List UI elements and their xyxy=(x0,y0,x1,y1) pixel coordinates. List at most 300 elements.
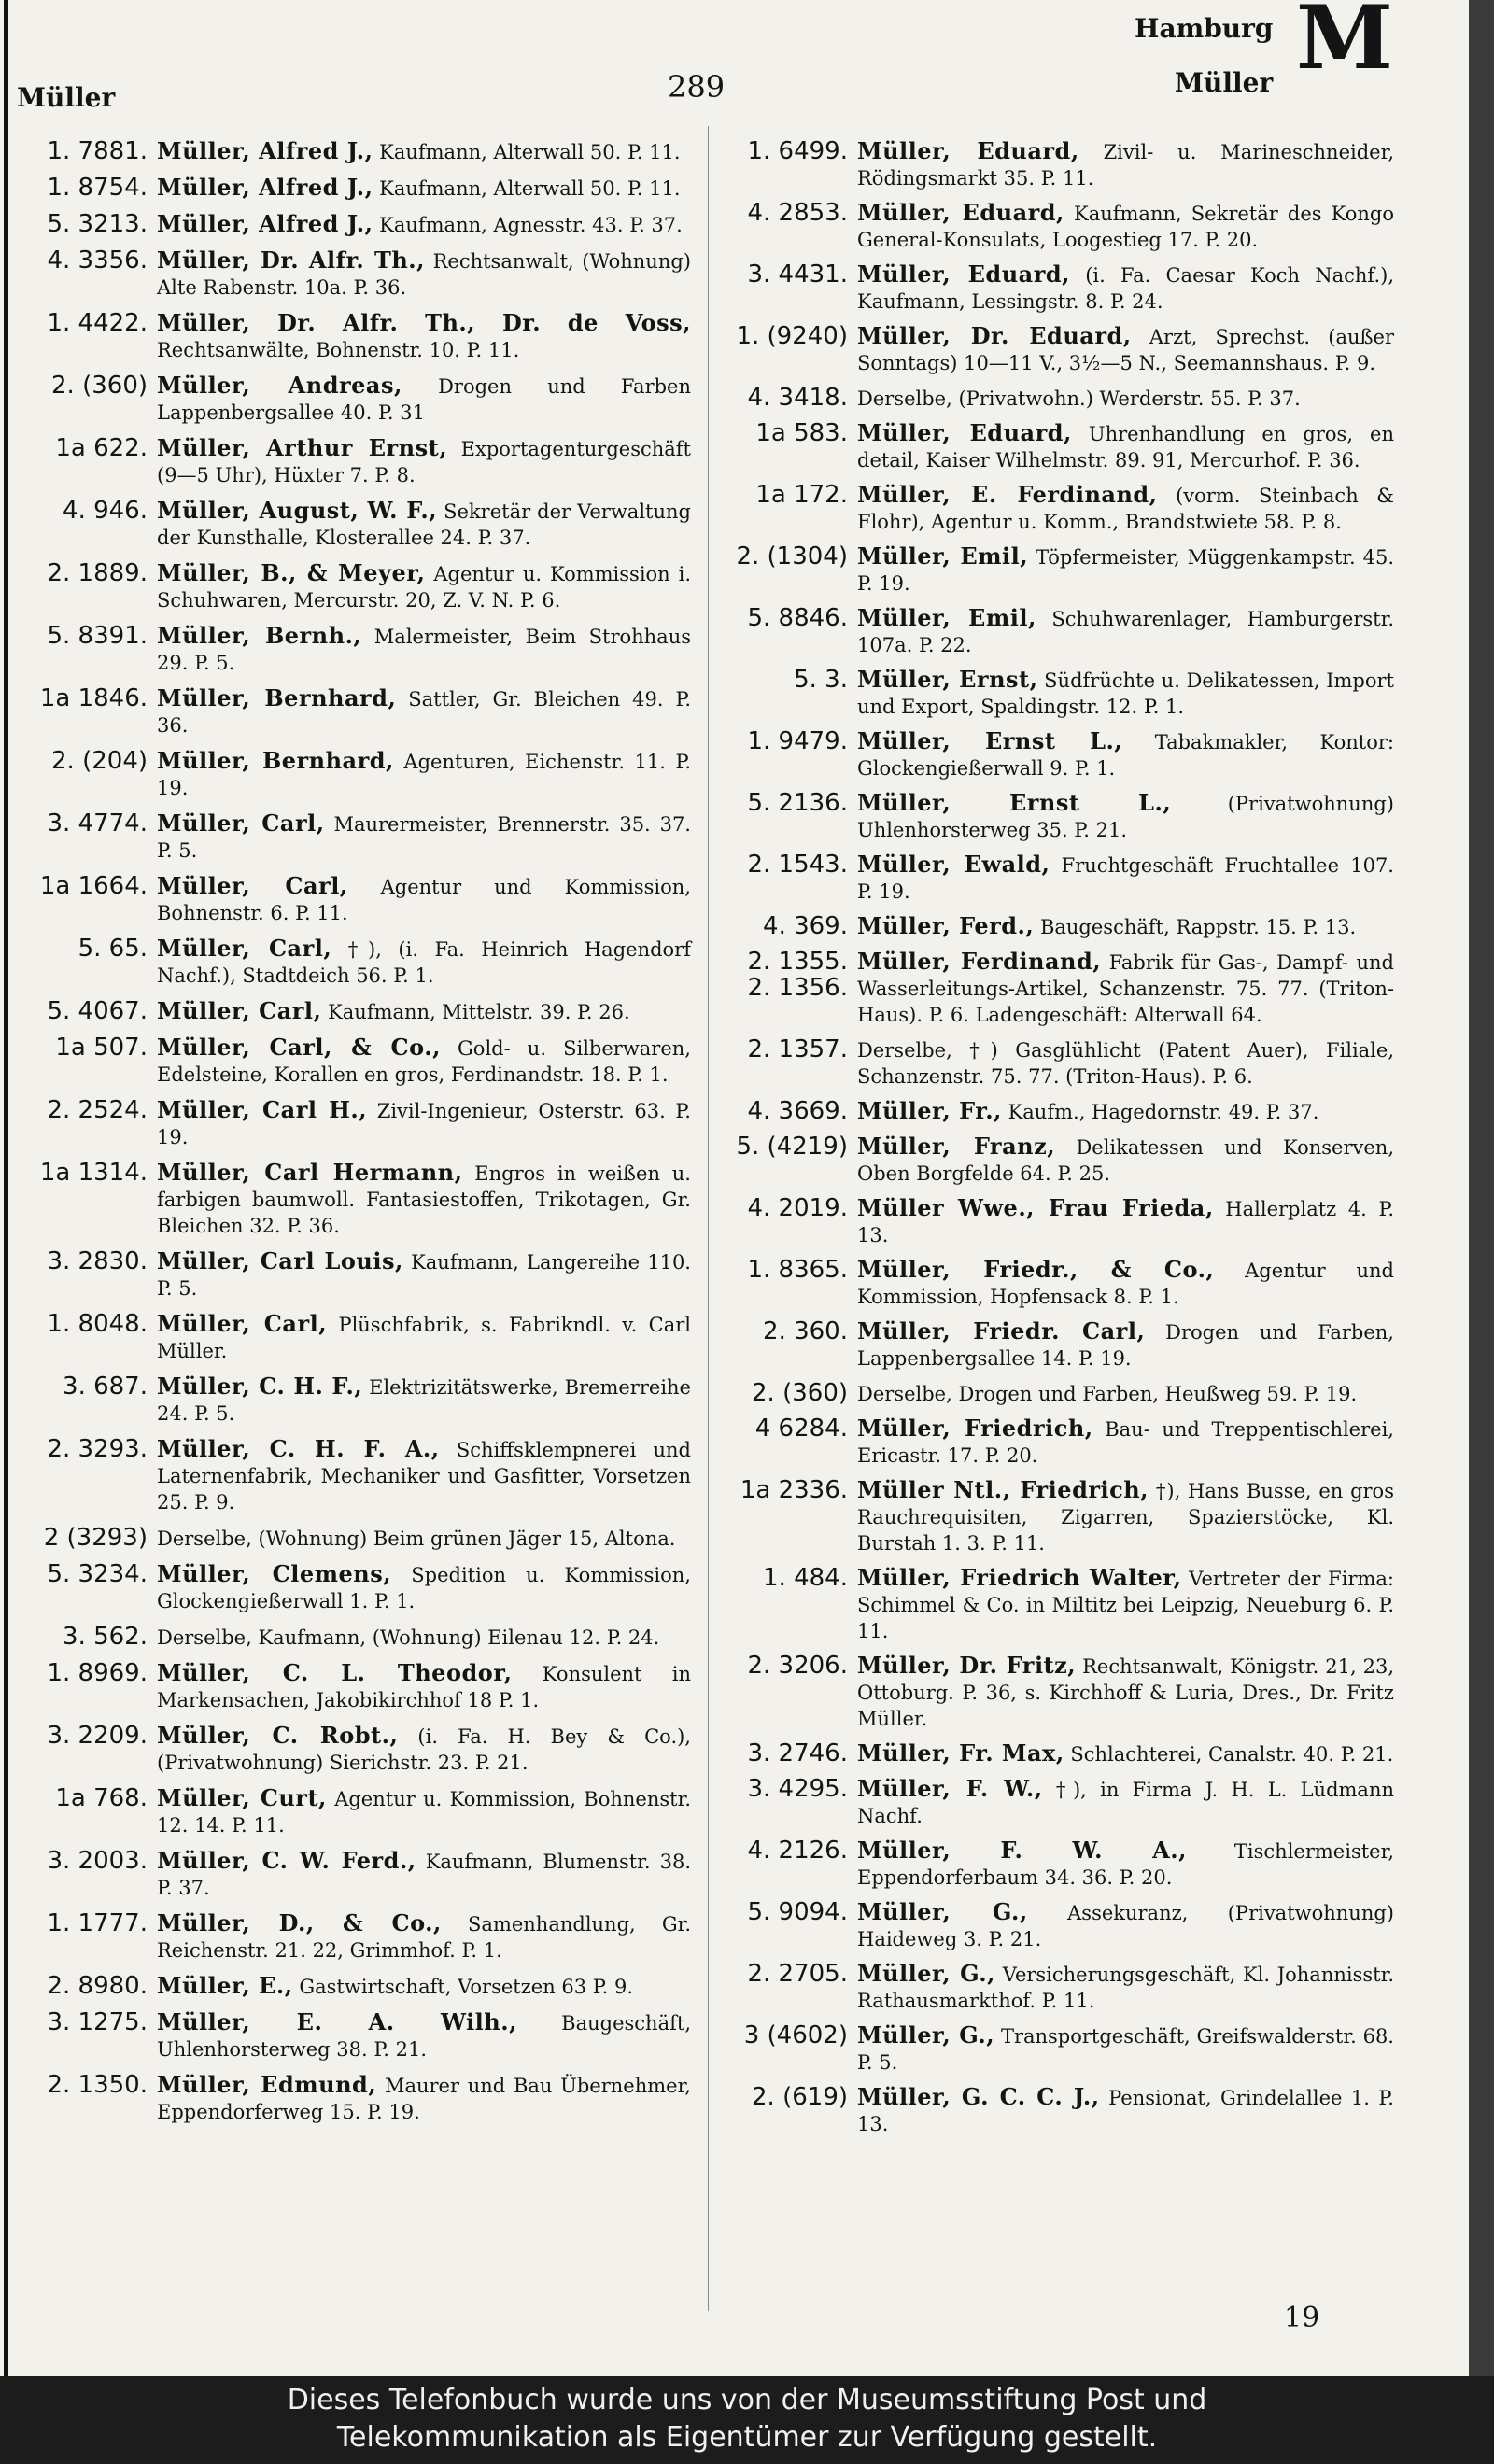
entry-text xyxy=(157,1160,691,1239)
phone-number: 1. 9479. xyxy=(747,727,848,755)
phone-number: 4. 369. xyxy=(763,912,848,940)
phone-number: 1a 507. xyxy=(55,1034,148,1062)
directory-entry xyxy=(717,1837,1394,1891)
entry-text xyxy=(157,1436,691,1515)
phone-number: 3. 1275. xyxy=(47,2008,148,2036)
entry-text xyxy=(157,1035,691,1088)
phone-number: 2. 3206. xyxy=(747,1652,848,1680)
directory-entry xyxy=(17,748,691,801)
subscriber-name: Müller, C. L. Theodor, xyxy=(157,1659,513,1686)
subscriber-name: Müller, Carl H., xyxy=(157,1096,368,1123)
phone-number: 1. 1777. xyxy=(47,1909,148,1937)
directory-entry xyxy=(717,1318,1394,1372)
subscriber-name: Müller, Ernst L., xyxy=(857,727,1123,754)
credit-line-1: Dieses Telefonbuch wurde uns von der Museumsstiftung Post und xyxy=(287,2384,1207,2416)
entry-text xyxy=(157,435,691,488)
directory-entry xyxy=(717,138,1394,191)
directory-entry xyxy=(717,1740,1394,1767)
phone-number: 5. 4067. xyxy=(47,997,148,1025)
subscriber-name: Müller Wwe., Frau Frieda, xyxy=(857,1194,1214,1221)
directory-entry xyxy=(717,2084,1394,2137)
phone-number: 5. 3234. xyxy=(47,1560,148,1588)
phone-number: 3. 4431. xyxy=(747,260,848,289)
phone-number: 5. 9094. xyxy=(747,1898,848,1926)
subscriber-details: Rechtsanwälte, Bohnenstr. 10. P. 11. xyxy=(157,339,520,361)
subscriber-details: Derselbe, Kaufmann, (Wohnung) Eilenau 12. P. 24. xyxy=(157,1626,660,1649)
subscriber-name: Müller, Friedr., & Co., xyxy=(857,1256,1215,1283)
subscriber-name: Müller, F. W., xyxy=(857,1775,1043,1802)
entry-text xyxy=(857,1740,1394,1767)
directory-entry xyxy=(17,1035,691,1088)
entry-text xyxy=(157,175,691,202)
phone-number: 4. 2019. xyxy=(747,1194,848,1222)
subscriber-details: Arzt, Sprechst. (außer Sonntags) 10—11 V., 3½—5 N., Seemannshaus. P. 9. xyxy=(857,326,1394,374)
entry-text xyxy=(857,790,1394,843)
subscriber-details: Samenhandlung, Gr. Reichenstr. 21. 22, Grimmhof. P. 1. xyxy=(157,1913,691,1962)
phone-number: 3. 2003. xyxy=(47,1847,148,1875)
directory-entry xyxy=(17,1973,691,2000)
subscriber-details: Schuhwarenlager, Hamburgerstr. 107a. P. 22. xyxy=(857,608,1394,656)
phone-number: 5. 8391. xyxy=(47,622,148,650)
subscriber-name: Müller, Eduard, xyxy=(857,137,1079,164)
directory-entry xyxy=(17,1525,691,1552)
phone-number: 2. (360) xyxy=(752,1379,848,1407)
directory-entry xyxy=(17,623,691,676)
subscriber-name: Müller, C. H. F., xyxy=(157,1373,363,1400)
entry-text xyxy=(857,1415,1394,1469)
entry-text xyxy=(857,323,1394,376)
directory-entry xyxy=(17,1097,691,1150)
directory-entry xyxy=(717,1776,1394,1829)
entry-text xyxy=(157,498,691,551)
phone-number: 1. 8048. xyxy=(47,1310,148,1338)
subscriber-name: Müller, Carl Hermann, xyxy=(157,1159,463,1186)
entry-text xyxy=(857,2022,1394,2076)
subscriber-name: Müller, Ernst, xyxy=(857,666,1038,693)
subscriber-details: Derselbe, †) Gasglühlicht (Patent Auer), Filiale, Schanzenstr. 75. 77. (Triton-Haus). P. 6. xyxy=(857,1039,1394,1088)
directory-entry xyxy=(717,852,1394,905)
subscriber-name: Müller, Arthur Ernst, xyxy=(157,434,448,461)
directory-entry xyxy=(717,323,1394,376)
directory-entry xyxy=(17,1624,691,1651)
subscriber-name: Müller, Emil, xyxy=(857,604,1036,631)
directory-entry xyxy=(17,435,691,488)
entry-text xyxy=(857,261,1394,315)
subscriber-details: Töpfermeister, Müggenkampstr. 45. P. 19. xyxy=(857,546,1394,595)
subscriber-name: Müller, E. A. Wilh., xyxy=(157,2008,517,2035)
phone-number: 3. 2830. xyxy=(47,1247,148,1275)
directory-entry xyxy=(717,1653,1394,1732)
subscriber-name: Müller, Bernh., xyxy=(157,622,362,649)
subscriber-name: Müller, G., xyxy=(857,1898,1028,1925)
entry-text xyxy=(157,623,691,676)
entry-text xyxy=(157,748,691,801)
directory-entry xyxy=(17,810,691,864)
subscriber-details: Derselbe, (Wohnung) Beim grünen Jäger 15, Altona. xyxy=(157,1528,676,1550)
entry-text xyxy=(857,200,1394,253)
subscriber-details: †), Hans Busse, en gros Rauchrequisiten, Zigarren, Spazierstöcke, Kl. Burstah 1. 3. P. 11. xyxy=(857,1480,1394,1555)
subscriber-details: Malermeister, Beim Strohhaus 29. P. 5. xyxy=(157,626,691,674)
subscriber-details: Pensionat, Grindelallee 1. P. 13. xyxy=(857,2087,1394,2135)
subscriber-name: Müller, G., xyxy=(857,1960,995,1987)
subscriber-name: Müller, B., & Meyer, xyxy=(157,559,426,586)
subscriber-details: Rechtsanwalt, Königstr. 21, 23, Ottoburg. P. 36, s. Kirchhoff & Luria, Dres., Dr. Fritz Müller. xyxy=(857,1655,1394,1730)
directory-entry xyxy=(17,560,691,613)
directory-entry xyxy=(17,1160,691,1239)
phone-number: 5. (4219) xyxy=(736,1133,848,1161)
phone-number: 4. 2853. xyxy=(747,199,848,227)
directory-entry xyxy=(717,482,1394,535)
directory-entry xyxy=(717,1380,1394,1407)
directory-entry xyxy=(17,1723,691,1776)
phone-number: 5. 3. xyxy=(794,666,848,694)
subscriber-details: Drogen und Farben, Lappenbergsallee 14. P. 19. xyxy=(857,1321,1394,1370)
entry-text xyxy=(157,1660,691,1713)
subscriber-name: Müller, Friedrich Walter, xyxy=(857,1564,1182,1591)
subscriber-name: Müller, Andreas, xyxy=(157,372,402,399)
directory-entry xyxy=(17,1373,691,1427)
subscriber-details: Assekuranz, (Privatwohnung) Haideweg 3. P. 21. xyxy=(857,1902,1394,1950)
directory-entry xyxy=(717,1036,1394,1090)
subscriber-details: Kaufmann, Agnesstr. 43. P. 37. xyxy=(379,214,683,236)
directory-entry xyxy=(717,790,1394,843)
phone-number: 2. 3293. xyxy=(47,1435,148,1463)
subscriber-details: Kaufmann, Mittelstr. 39. P. 26. xyxy=(328,1001,630,1023)
entry-text xyxy=(857,1195,1394,1248)
directory-entry xyxy=(717,1899,1394,1952)
phone-number: 5. 2136. xyxy=(747,789,848,817)
subscriber-details: Elektrizitätswerke, Bremerreihe 24. P. 5. xyxy=(157,1376,691,1425)
phone-number: 3. 687. xyxy=(63,1373,148,1401)
subscriber-details: Exportagenturgeschäft (9—5 Uhr), Hüxter 7. P. 8. xyxy=(157,438,691,486)
subscriber-name: Müller, Carl, & Co., xyxy=(157,1034,441,1061)
phone-number: 3 (4602) xyxy=(743,2021,848,2049)
entry-text xyxy=(157,1561,691,1614)
phone-number: 2. 360. xyxy=(763,1317,848,1345)
directory-entry xyxy=(717,1195,1394,1248)
entry-text xyxy=(857,420,1394,473)
entry-text xyxy=(157,560,691,613)
entry-text xyxy=(857,1036,1394,1090)
phone-number: 4 6284. xyxy=(754,1415,848,1443)
phone-number: 1. 4422. xyxy=(47,309,148,337)
credit-banner xyxy=(0,2376,1494,2464)
subscriber-details: Vertreter der Firma: Schimmel & Co. in Miltitz bei Leipzig, Neueburg 6. P. 11. xyxy=(857,1568,1394,1642)
phone-number: 3. 4295. xyxy=(747,1775,848,1803)
subscriber-name: Müller, Carl Louis, xyxy=(157,1247,403,1274)
subscriber-details: Gold- u. Silberwaren, Edelsteine, Korallen en gros, Ferdinandstr. 18. P. 1. xyxy=(157,1037,691,1086)
subscriber-name: Müller, Carl, xyxy=(157,810,325,837)
subscriber-details: Agenturen, Eichenstr. 11. P. 19. xyxy=(157,751,691,799)
entry-text xyxy=(157,1248,691,1302)
entry-text xyxy=(157,873,691,926)
phone-number: 1a 1664. xyxy=(39,872,148,900)
subscriber-name: Müller, E. Ferdinand, xyxy=(857,481,1158,508)
subscriber-name: Müller, Eduard, xyxy=(857,419,1072,446)
subscriber-name: Müller, G. C. C. J., xyxy=(857,2083,1100,2110)
subscriber-details: Agentur und Kommission, Hopfensack 8. P. 1. xyxy=(857,1260,1394,1308)
phone-number: 2. (619) xyxy=(752,2083,848,2111)
subscriber-name: Müller, Dr. Eduard, xyxy=(857,322,1132,349)
phone-number: 1. 8969. xyxy=(47,1659,148,1687)
entry-text xyxy=(857,728,1394,781)
phone-number: 1a 622. xyxy=(55,434,148,462)
directory-entry xyxy=(17,138,691,165)
subscriber-details: Derselbe, Drogen und Farben, Heußweg 59. P. 19. xyxy=(857,1383,1358,1405)
directory-entry xyxy=(17,998,691,1025)
subscriber-details: (vorm. Steinbach & Flohr), Agentur u. Komm., Brandstwiete 58. P. 8. xyxy=(857,485,1394,533)
directory-entry xyxy=(17,1311,691,1364)
subscriber-details: Versicherungsgeschäft, Kl. Johannisstr. Rathausmarkthof. P. 11. xyxy=(857,1964,1394,2012)
entry-text xyxy=(157,1848,691,1901)
subscriber-details: Kaufm., Hagedornstr. 49. P. 37. xyxy=(1008,1101,1319,1123)
phone-number: 1a 583. xyxy=(755,419,848,447)
phone-number: 1a 1846. xyxy=(39,684,148,712)
entry-text xyxy=(157,2072,691,2125)
subscriber-details: Rechtsanwalt, (Wohnung) Alte Rabenstr. 10a. P. 36. xyxy=(157,250,691,299)
section-letter: M xyxy=(1296,0,1394,90)
subscriber-name: Müller, Ferdinand, xyxy=(857,948,1102,975)
phone-number: 4. 2126. xyxy=(747,1837,848,1865)
subscriber-details: Tischlermeister, Eppendorferbaum 34. 36. P. 20. xyxy=(857,1840,1394,1889)
phone-number: 1a 2336. xyxy=(740,1476,848,1504)
subscriber-details: †), (i. Fa. Heinrich Hagendorf Nachf.), Stadtdeich 56. P. 1. xyxy=(157,938,691,987)
phone-number: 1a 1314. xyxy=(39,1159,148,1187)
subscriber-details: Agentur und Kommission, Bohnenstr. 6. P. 11. xyxy=(157,876,691,924)
directory-entry xyxy=(717,543,1394,597)
subscriber-details: (Privatwohnung) Uhlenhorsterweg 35. P. 21. xyxy=(857,793,1394,841)
subscriber-name: Müller, Ferd., xyxy=(857,912,1035,939)
subscriber-details: Schlachterei, Canalstr. 40. P. 21. xyxy=(1070,1743,1394,1766)
directory-entry xyxy=(717,605,1394,658)
subscriber-details: Kaufmann, Blumenstr. 38. P. 37. xyxy=(157,1851,691,1899)
phone-number: 1. 8365. xyxy=(747,1256,848,1284)
entry-text xyxy=(157,1373,691,1427)
entry-text xyxy=(157,936,691,989)
entry-text xyxy=(157,1910,691,1964)
subscriber-name: Müller, Curt, xyxy=(157,1784,327,1811)
subscriber-name: Müller, C. W. Ferd., xyxy=(157,1847,416,1874)
subscriber-details: Sekretär der Verwaltung der Kunsthalle, Klosterallee 24. P. 37. xyxy=(157,500,691,549)
phone-number: 5. 3213. xyxy=(47,210,148,238)
directory-entry xyxy=(17,498,691,551)
phone-number: 2. 2705. xyxy=(747,1960,848,1988)
subscriber-name: Müller, Fr., xyxy=(857,1097,1002,1124)
phone-number: 2 (3293) xyxy=(43,1524,148,1552)
entry-text xyxy=(857,1837,1394,1891)
subscriber-details: (i. Fa. H. Bey & Co.), (Privatwohnung) Sierichstr. 23. P. 21. xyxy=(157,1725,691,1774)
directory-entry xyxy=(717,728,1394,781)
entry-text xyxy=(157,1785,691,1838)
directory-entry xyxy=(717,420,1394,473)
subscriber-details: Schiffsklempnerei und Laternenfabrik, Mechaniker und Gasfitter, Vorsetzen 25. P. 9. xyxy=(157,1439,691,1514)
subscriber-details: Sattler, Gr. Bleichen 49. P. 36. xyxy=(157,688,691,737)
directory-entry xyxy=(17,175,691,202)
subscriber-name: Müller, D., & Co., xyxy=(157,1909,442,1936)
phone-number: 4. 3669. xyxy=(747,1097,848,1125)
phone-number: 4. 3418. xyxy=(747,384,848,412)
subscriber-details: Drogen und Farben Lappenbergsallee 40. P. 31 xyxy=(157,375,692,424)
phone-number: 1. 7881. xyxy=(47,137,148,165)
running-head-right: Müller xyxy=(1175,67,1274,98)
subscriber-name: Müller, Edmund, xyxy=(157,2071,377,2098)
subscriber-name: Müller, Dr. Fritz, xyxy=(857,1652,1077,1679)
entry-text xyxy=(857,482,1394,535)
subscriber-details: Delikatessen und Konserven, Oben Borgfelde 64. P. 25. xyxy=(857,1136,1394,1185)
entry-text xyxy=(857,1098,1394,1125)
phone-number: 3. 4774. xyxy=(47,810,148,838)
entry-text xyxy=(857,543,1394,597)
phone-number: 2. 1543. xyxy=(747,851,848,879)
entry-text xyxy=(157,1311,691,1364)
directory-entry xyxy=(717,2022,1394,2076)
entry-text xyxy=(157,1525,691,1552)
subscriber-details: Maurer und Bau Übernehmer, Eppendorferweg 15. P. 19. xyxy=(157,2075,691,2123)
phone-number: 1. 484. xyxy=(763,1564,848,1592)
subscriber-name: Müller, Dr. Alfr. Th., Dr. de Voss, xyxy=(157,309,691,336)
subscriber-name: Müller, C. Robt., xyxy=(157,1722,399,1749)
page-left-edge xyxy=(4,0,8,2376)
subscriber-name: Müller, Franz, xyxy=(857,1133,1056,1160)
left-column xyxy=(17,138,691,2134)
subscriber-details: †), in Firma J. H. L. Lüdmann Nachf. xyxy=(857,1779,1395,1827)
subscriber-details: Engros in weißen u. farbigen baumwoll. Fantasiestoffen, Trikotagen, Gr. Bleichen 32. P. 36. xyxy=(157,1162,691,1237)
phone-number: 4. 946. xyxy=(63,497,148,525)
entry-text xyxy=(857,1380,1394,1407)
directory-entry xyxy=(17,211,691,238)
entry-text xyxy=(157,211,691,238)
phone-number: 5. 65. xyxy=(78,935,148,963)
directory-entry xyxy=(17,1785,691,1838)
directory-entry xyxy=(17,685,691,739)
directory-entry xyxy=(717,1133,1394,1187)
directory-entry xyxy=(717,1257,1394,1310)
subscriber-name: Müller, Carl, xyxy=(157,872,348,899)
subscriber-name: Müller, E., xyxy=(157,1972,293,1999)
running-head-left: Müller xyxy=(17,82,116,113)
phone-number: 5. 8846. xyxy=(747,604,848,632)
directory-entry xyxy=(17,873,691,926)
subscriber-details: Transportgeschäft, Greifswalderstr. 68. P. 5. xyxy=(857,2025,1394,2074)
directory-entry xyxy=(717,1961,1394,2014)
subscriber-name: Müller, Carl, xyxy=(157,935,332,962)
phone-number: 1. 8754. xyxy=(47,174,148,202)
subscriber-details: Südfrüchte u. Delikatessen, Import und Export, Spaldingstr. 12. P. 1. xyxy=(857,669,1394,718)
directory-entry xyxy=(17,1436,691,1515)
subscriber-name: Müller Ntl., Friedrich, xyxy=(857,1476,1149,1503)
subscriber-name: Müller, Emil, xyxy=(857,542,1029,570)
entry-text xyxy=(857,385,1394,412)
subscriber-details: Zivil- u. Marineschneider, Rödingsmarkt 35. P. 11. xyxy=(857,141,1394,190)
directory-entry xyxy=(717,913,1394,940)
subscriber-details: Tabakmakler, Kontor: Glockengießerwall 9. P. 1. xyxy=(857,731,1394,780)
phone-number: 2. (204) xyxy=(51,747,148,775)
directory-entry xyxy=(17,310,691,363)
directory-entry xyxy=(717,949,1394,1028)
entry-text xyxy=(157,247,691,301)
entry-text xyxy=(857,1318,1394,1372)
subscriber-details: Konsulent in Markensachen, Jakobikirchhof 18 P. 1. xyxy=(157,1663,692,1711)
running-head-city: Hamburg xyxy=(1135,13,1274,44)
entry-text xyxy=(857,913,1394,940)
entry-text xyxy=(857,1257,1394,1310)
directory-entry xyxy=(717,385,1394,412)
subscriber-details: Derselbe, (Privatwohn.) Werderstr. 55. P. 37. xyxy=(857,387,1301,410)
subscriber-details: Uhrenhandlung en gros, en detail, Kaiser Wilhelmstr. 89. 91, Mercurhof. P. 36. xyxy=(857,423,1394,472)
phone-number: 3. 2746. xyxy=(747,1739,848,1767)
directory-entry xyxy=(17,1910,691,1964)
directory-entry xyxy=(17,373,691,426)
directory-entry xyxy=(17,247,691,301)
entry-text xyxy=(157,810,691,864)
subscriber-name: Müller, F. W. A., xyxy=(857,1837,1187,1864)
directory-entry xyxy=(17,1848,691,1901)
entry-text xyxy=(857,1776,1394,1829)
directory-entry xyxy=(17,936,691,989)
phone-number: 1a 768. xyxy=(55,1784,148,1812)
entry-text xyxy=(857,605,1394,658)
subscriber-details: Baugeschäft, Uhlenhorsterweg 38. P. 21. xyxy=(157,2012,691,2061)
subscriber-name: Müller, Carl, xyxy=(157,1310,328,1337)
right-column xyxy=(717,138,1394,2146)
phone-number: 2. 1350. xyxy=(47,2071,148,2099)
credit-line-2: Telekommunikation als Eigentümer zur Verfügung gestellt. xyxy=(336,2421,1158,2454)
subscriber-name: Müller, C. H. F. A., xyxy=(157,1435,440,1462)
phone-number: 1. 6499. xyxy=(747,137,848,165)
phone-number: 2. 1889. xyxy=(47,559,148,587)
directory-entry xyxy=(717,1565,1394,1644)
entry-text xyxy=(857,138,1394,191)
phone-number: 2. 1357. xyxy=(747,1035,848,1063)
subscriber-name: Müller, Ewald, xyxy=(857,851,1050,878)
subscriber-name: Müller, Dr. Alfr. Th., xyxy=(157,246,425,274)
entry-text xyxy=(857,1565,1394,1644)
directory-entry xyxy=(17,2009,691,2063)
directory-entry xyxy=(17,1561,691,1614)
subscriber-name: Müller, Bernhard, xyxy=(157,684,397,711)
entry-text xyxy=(157,373,691,426)
entry-text xyxy=(857,1133,1394,1187)
directory-entry xyxy=(17,1660,691,1713)
column-divider xyxy=(708,126,709,2311)
subscriber-name: Müller, Alfred J., xyxy=(157,210,374,237)
entry-text xyxy=(157,685,691,739)
subscriber-name: Müller, Friedr. Carl, xyxy=(857,1317,1146,1345)
subscriber-name: Müller, G., xyxy=(857,2021,995,2049)
phone-number: 3. 2209. xyxy=(47,1722,148,1750)
entry-text xyxy=(157,310,691,363)
directory-entry xyxy=(717,1477,1394,1556)
subscriber-name: Müller, Eduard, xyxy=(857,260,1070,288)
subscriber-details: Baugeschäft, Rappstr. 15. P. 13. xyxy=(1039,916,1357,938)
entry-text xyxy=(857,949,1394,1028)
page-right-edge xyxy=(1469,0,1494,2376)
subscriber-details: Gastwirtschaft, Vorsetzen 63 P. 9. xyxy=(299,1976,634,1998)
subscriber-details: Fruchtgeschäft Fruchtallee 107. P. 19. xyxy=(857,854,1394,903)
subscriber-name: Müller, Fr. Max, xyxy=(857,1739,1064,1767)
entry-text xyxy=(157,138,691,165)
subscriber-name: Müller, August, W. F., xyxy=(157,497,438,524)
subscriber-details: Hallerplatz 4. P. 13. xyxy=(857,1198,1394,1246)
subscriber-name: Müller, Ernst L., xyxy=(857,789,1172,816)
entry-text xyxy=(157,2009,691,2063)
entry-text xyxy=(157,1723,691,1776)
phone-number: 1a 172. xyxy=(755,481,848,509)
subscriber-details: Kaufmann, Sekretär des Kongo General-Konsulats, Loogestieg 17. P. 20. xyxy=(857,203,1394,251)
subscriber-details: Bau- und Treppentischlerei, Ericastr. 17. P. 20. xyxy=(857,1418,1394,1467)
phone-number: 2. 1355. 2. 1356. xyxy=(747,948,848,1002)
subscriber-name: Müller, Friedrich, xyxy=(857,1415,1093,1442)
